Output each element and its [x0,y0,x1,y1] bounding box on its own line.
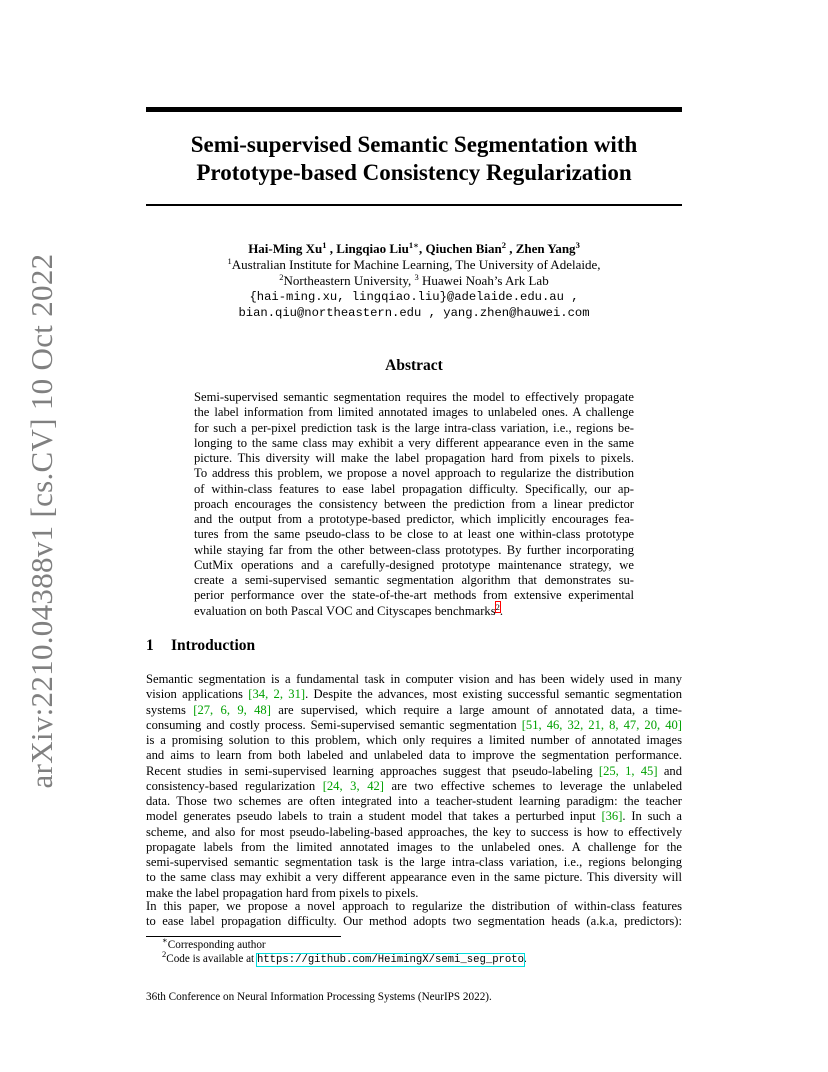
section-title: Introduction [171,637,256,654]
abstract-body [194,390,634,619]
citation-link[interactable]: [51, 46, 32, 21, 8, 47, 20, 40] [521,717,682,732]
paragraph-line [146,672,682,687]
text-run: is a promising solution to this problem, which only requires a limited number of annotated images [146,733,682,747]
paragraph-line [146,748,682,763]
section-heading-introduction [146,637,255,655]
citation-link[interactable]: [36] [601,809,623,824]
text-run: propagate labels from the limited annotated images to the unlabeled ones. A challenge for the [146,839,682,854]
footnotes [146,935,682,967]
paragraph-line: to ease label propagation difficulty. Our method adopts two segmentation heads (a.k.a, predictors): [146,914,682,929]
abstract-line: for such a per-pixel prediction task is the large intra-class variation, i.e., regions be- [194,420,634,435]
title-line-2: Prototype-based Consistency Regularization [196,160,632,185]
text-run: to the same class may exhibit a very different appearance even in the same picture. This diversity will [146,870,682,885]
conference-footer: 36th Conference on Neural Information Processing Systems (NeurIPS 2022). [146,991,492,1003]
paper-title [146,131,682,187]
author-name: Hai-Ming Xu [248,241,323,256]
text-run: make the label propagation hard from pixels to pixels. [146,885,419,900]
text-run: . Despite the advances, most existing successful semantic segmentation [305,687,682,702]
author-sup: 1∗ [408,240,419,250]
paragraph-line [146,840,682,855]
author-sup: 1 [322,240,327,250]
abstract-line: picture. This diversity will make the label propagation hard from pixels to pixels. [194,451,634,465]
affiliation-2-3: $^2$Northeastern University, $^3$ Huawei Noah’s Ark Lab [279,272,549,288]
text-run: data. Those two schemes are often integrated into a teacher-student learning paradigm: the teacher [146,794,682,808]
abstract-line: of within-class features to ease label propagation difficulty. Specifically, our ap- [194,481,634,496]
abstract-line: tures from the same pseudo-class to be close to at least one within-class prototype [194,527,634,542]
text-run: are supervised, which require a large amount of annotated data, a time- [270,702,682,717]
paragraph-line [146,687,682,702]
text-run: are two effective schemes to leverage the unlabeled [383,778,682,793]
citation-link[interactable]: [25, 1, 45] [598,763,658,778]
paragraph-line [146,733,682,748]
paragraph-line [146,718,682,733]
citation-link[interactable]: [24, 3, 42] [322,778,384,793]
paragraph-line [146,779,682,794]
abstract-line: the label information from limited annotated images to unlabeled ones. A challenge [194,405,634,420]
title-line-1: Semi-supervised Semantic Segmentation with [190,132,638,157]
author-name: Qiuchen Bian [425,241,502,256]
abstract-line: Semi-supervised semantic segmentation requires the model to effectively propagate [194,390,634,404]
arxiv-identifier: arXiv:2210.04388v1 [cs.CV] 10 Oct 2022 [24,253,59,789]
text-run: and [657,763,682,778]
abstract-heading: Abstract [385,357,443,374]
footnote-rule [146,936,341,937]
paragraph-line: In this paper, we propose a novel approach to regularize the distribution of within-class features [146,899,682,913]
paragraph-line [146,764,682,779]
text-run: semi-supervised semantic segmentation task is the large intra-class variation, i.e., regions belonging [146,855,682,869]
text-run: . In such a [622,809,682,824]
affiliation-1: $^1$Australian Institute for Machine Learning, The University of Adelaide, [227,256,601,272]
text-run: Semantic segmentation is a fundamental task in computer vision and has been widely used in many [146,672,682,686]
author-name: Lingqiao Liu [336,241,409,256]
text-run: scheme, and also for most pseudo-labeling-based approaches, the key to success is how to effectively [146,824,682,839]
author-sup: 2 [501,240,506,250]
footnote-2-link[interactable]: 2 [495,601,500,612]
footnote-2: $^2$Code is available at https://github.com/HeimingX/semi_seg_proto. [162,949,527,966]
abstract-line: CutMix operations and a carefully-designed prototype maintenance strategy, we [194,557,634,572]
paragraph-line [146,794,682,809]
arxiv-sidebar [22,253,62,789]
paragraph-line [146,703,682,718]
text-run: Recent studies in semi-supervised learning approaches suggest that pseudo-labeling [146,763,599,778]
title-top-rule [146,107,682,112]
abstract-line: To address this problem, we propose a novel approach to regularize the distribution [194,466,634,481]
abstract-line: while staying far from the other between-class prototypes. By further incorporating [194,542,634,557]
abstract-line: and the output from a prototype-based predictor, which implicitly encourages fea- [194,512,634,526]
author-block [146,241,682,321]
abstract-line: longing to the same class may exhibit a very different appearance even in the same [194,435,634,450]
text-run: systems [146,702,194,717]
text-run: consuming and costly process. Semi-supervised semantic segmentation [146,717,522,732]
intro-paragraph-2 [146,899,682,930]
section-number: 1 [146,637,154,654]
abstract-line: proach encourages the consistency between the prediction from a linear predictor [194,496,634,511]
text-run: and aims to learn from both labeled and unlabeled data to improve the segmentation performance. [146,748,682,763]
footnote-1: ∗Corresponding author [162,935,266,951]
paragraph-line [146,825,682,840]
text-run: model generates pseudo labels to train a student model that takes a perturbed input [146,809,602,824]
author-names: Hai-Ming Xu$^1$ , Lingqiao Liu$^{1∗}$, Qiuchen Bian$^2$ , Zhen Yang$^3$ [248,240,580,256]
abstract-line: create a semi-supervised semantic segmentation algorithm that demonstrates su- [194,573,634,587]
author-sup: 3 [575,240,580,250]
abstract-last-line: evaluation on both Pascal VOC and Cityscapes benchmarks$^2$. [194,601,504,618]
abstract-line: perior performance over the state-of-the-art methods from extensive experimental [194,588,634,603]
email-line-1: {hai-ming.xu, lingqiao.liu}@adelaide.edu.au , [249,290,579,304]
paragraph-line [146,870,682,885]
email-line-2: bian.qiu@northeastern.edu , yang.zhen@hauwei.com [238,306,590,320]
author-name: Zhen Yang [515,241,576,256]
intro-paragraph-1 [146,672,682,901]
text-run: consistency-based regularization [146,778,323,793]
text-run: vision applications [146,687,249,702]
paragraph-line [146,855,682,870]
citation-link[interactable]: [34, 2, 31] [248,687,306,702]
paragraph-line [146,809,682,824]
title-bottom-rule [146,204,682,206]
code-url-link[interactable]: https://github.com/HeimingX/semi_seg_proto [256,954,524,966]
citation-link[interactable]: [27, 6, 9, 48] [193,702,271,717]
